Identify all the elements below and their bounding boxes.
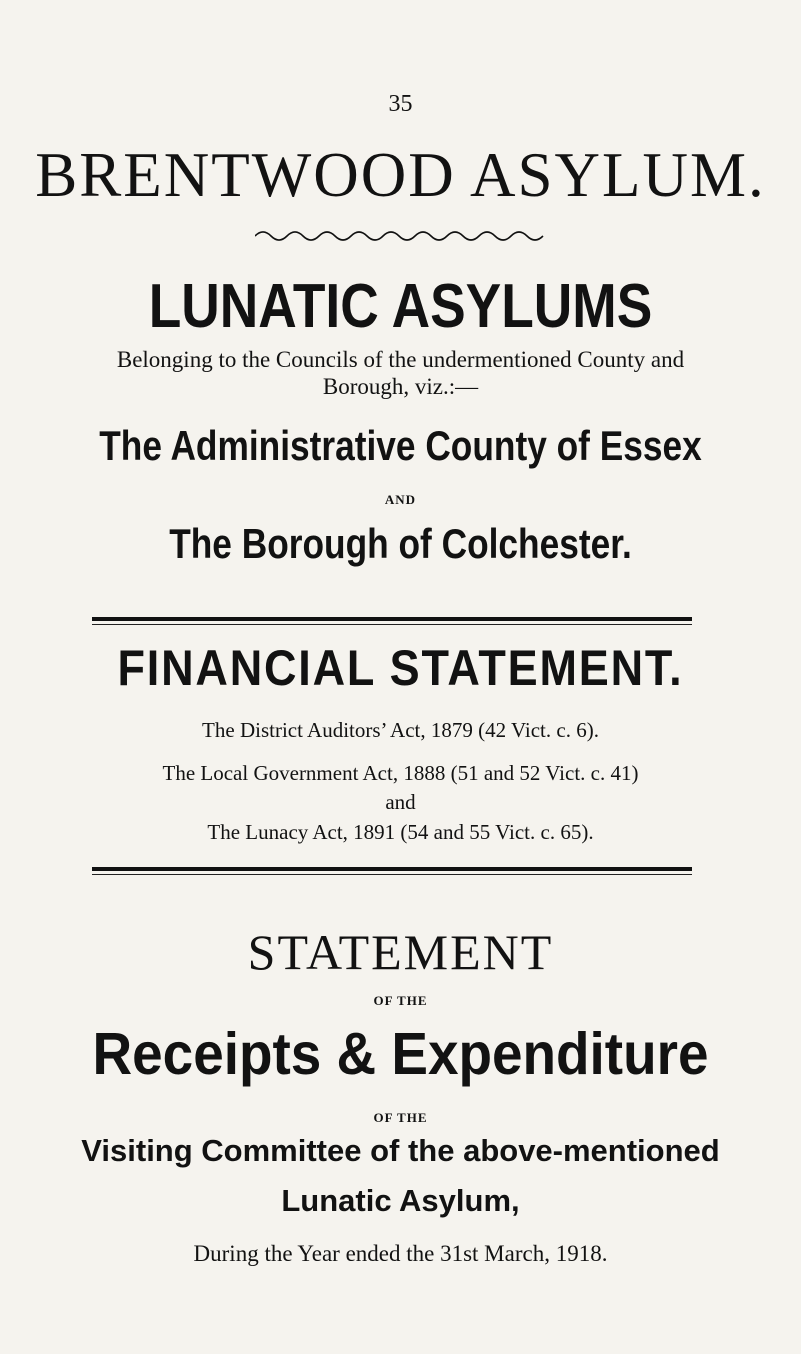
belonging-line-1: Belonging to the Councils of the undermentioned County and xyxy=(116,347,685,372)
statement-heading: STATEMENT xyxy=(247,924,554,980)
wavy-ornament xyxy=(255,228,545,244)
county-heading: The Administrative County of Essex xyxy=(99,422,702,469)
rule-thin-1 xyxy=(92,624,692,625)
year-period-line: During the Year ended the 31st March, 1918. xyxy=(193,1241,608,1266)
rule-thick-2 xyxy=(92,867,692,871)
section-title: LUNATIC ASYLUMS xyxy=(148,272,653,341)
borough-heading: The Borough of Colchester. xyxy=(169,520,632,567)
rule-thin-2 xyxy=(92,874,692,875)
and-label: AND xyxy=(384,492,417,507)
of-the-label-2: OF THE xyxy=(373,1110,428,1125)
of-the-label-1: OF THE xyxy=(373,993,428,1008)
committee-line-2: Lunatic Asylum, xyxy=(281,1183,520,1218)
financial-statement-heading: FINANCIAL STATEMENT. xyxy=(117,640,684,696)
belonging-line-2: Borough, viz.:— xyxy=(322,374,479,399)
receipts-expenditure-heading: Receipts & Expenditure xyxy=(92,1021,709,1087)
committee-line-1: Visiting Committee of the above-mentioned xyxy=(81,1133,720,1168)
act-and: and xyxy=(385,790,416,814)
rule-thick-1 xyxy=(92,617,692,621)
act-line-1: The District Auditors’ Act, 1879 (42 Vict. c. 6). xyxy=(202,718,599,742)
institution-title: BRENTWOOD ASYLUM. xyxy=(35,140,766,210)
act-line-2: The Local Government Act, 1888 (51 and 52 Vict. c. 41) xyxy=(162,761,639,785)
page-number: 35 xyxy=(388,91,413,117)
act-line-3: The Lunacy Act, 1891 (54 and 55 Vict. c. 65). xyxy=(207,820,594,844)
